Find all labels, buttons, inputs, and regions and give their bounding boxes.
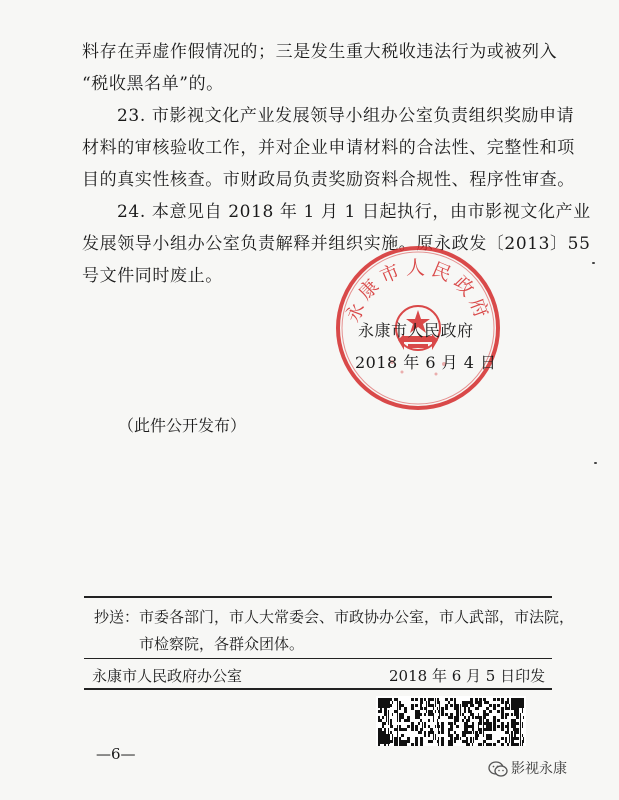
body-line-2: “税收黑名单”的。 — [82, 74, 224, 94]
signature-date: 2018 年 6 月 4 日 — [355, 353, 497, 372]
body-line-4: 材料的审核验收工作，并对企业申请材料的合法性、完整性和项 — [82, 138, 575, 158]
cc-top-rule — [84, 596, 552, 598]
footer-bottom-rule — [84, 688, 552, 690]
scan-speck — [594, 462, 597, 464]
wechat-icon — [488, 760, 508, 778]
footer-print-date: 2018 年 6 月 5 日印发 — [389, 667, 546, 685]
watermark-text: 影视永康 — [511, 761, 567, 777]
footer-issuer: 永康市人民政府办公室 — [92, 667, 243, 685]
seal-text: 永康市人民政府 — [341, 257, 495, 326]
body-line-7: 发展领导小组办公室负责解释并组织实施。原永政发〔2013〕55 — [82, 234, 591, 254]
body-line-8: 号文件同时废止。 — [82, 266, 223, 286]
page-number: —6— — [96, 745, 136, 763]
cc-line-1: 抄送：市委各部门，市人大常委会、市政协办公室，市人武部，市法院， — [94, 608, 575, 626]
cc-bottom-rule — [84, 658, 552, 659]
barcode-icon — [376, 696, 526, 746]
cc-line-2: 市检察院，各群众团体。 — [139, 635, 305, 653]
body-line-1: 料存在弄虚作假情况的；三是发生重大税收违法行为或被列入 — [82, 42, 558, 62]
scan-speck — [592, 262, 595, 264]
body-line-3: 23. 市影视文化产业发展领导小组办公室负责组织奖励申请 — [117, 106, 575, 126]
body-line-5: 目的真实性核查。市财政局负责奖励资料合规性、程序性审查。 — [82, 170, 575, 190]
signature-org: 永康市人民政府 — [358, 321, 474, 340]
publish-note: （此件公开发布） — [118, 416, 247, 435]
body-line-6: 24. 本意见自 2018 年 1 月 1 日起执行，由市影视文化产业 — [117, 202, 591, 222]
